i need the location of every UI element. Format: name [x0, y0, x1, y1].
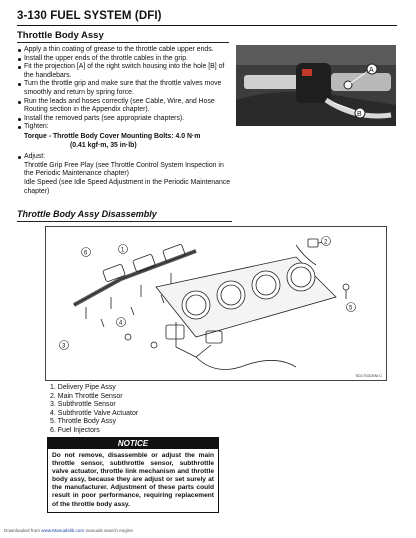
- legend-item: 6. Fuel Injectors: [50, 426, 100, 434]
- disassembly-title: Throttle Body Assy Disassembly: [17, 209, 157, 219]
- parts-legend: [50, 384, 210, 435]
- adjust-item: Throttle Grip Free Play (see Throttle Control System Inspection in the Periodic Maintenance chapter): [24, 161, 224, 178]
- callout-3: 3: [62, 343, 66, 350]
- callout-2: 2: [324, 239, 328, 246]
- legend-item: 3. Subthrottle Sensor: [50, 401, 116, 408]
- legend-item: 1. Delivery Pipe Assy: [50, 384, 116, 391]
- step-item: Apply a thin coating of grease to the throttle cable upper ends.: [18, 46, 232, 55]
- adjust-label: Adjust:: [18, 153, 232, 162]
- page-header: 3-130 FUEL SYSTEM (DFI): [17, 10, 162, 22]
- step-item: Turn the throttle grip and make sure that the throttle valves move smoothly and return by spring force.: [18, 80, 232, 97]
- footer-prefix: Downloaded from: [4, 528, 42, 533]
- torque-spec-units: (0.41 kgf·m, 35 in·lb): [70, 141, 137, 149]
- footer-suffix: manuals search engine: [84, 528, 133, 533]
- notice-body: Do not remove, disassemble or adjust the main throttle sensor, subthrottle sensor, subthrottle valve actuator, throttle link mechanism and throttle body assy, because they are adjust or set surely at the manufacturer. Adjustment of these parts could result in poor performance, requiring replacement of the throttle body assy.: [52, 452, 214, 508]
- callout-6: 6: [84, 250, 88, 257]
- footer: [4, 528, 133, 533]
- exploded-view-drawing: [46, 227, 386, 380]
- photo-label-a: A: [369, 67, 374, 74]
- step-item: Tighten:: [18, 123, 232, 132]
- disassembly-rule: [17, 221, 232, 222]
- torque-spec: Torque - Throttle Body Cover Mounting Bolts: 4.0 N·m: [24, 132, 201, 140]
- footer-link[interactable]: www.Manualslib.com: [41, 528, 85, 533]
- header-rule: [17, 25, 397, 26]
- throttle-body-exploded-diagram: [45, 226, 387, 381]
- legend-item: 5. Throttle Body Assy: [50, 418, 117, 425]
- step-item: Install the removed parts (see appropriate chapters).: [18, 115, 232, 124]
- handlebar-switch-photo: [236, 45, 396, 126]
- section-rule: [17, 42, 229, 43]
- notice-box: [47, 437, 219, 513]
- legend-item: 4. Subthrottle Valve Actuator: [50, 409, 139, 417]
- photo-label-b: B: [357, 111, 362, 118]
- legend-item: 2. Main Throttle Sensor: [50, 392, 123, 400]
- handlebar-photo-illustration: [236, 45, 396, 126]
- callout-1: 1: [121, 247, 125, 254]
- step-item: Fit the projection [A] of the right switch housing into the hole [B] of the handlebars.: [18, 63, 232, 80]
- adjust-item: Idle Speed (see Idle Speed Adjustment in the Periodic Maintenance chapter): [24, 178, 231, 195]
- procedure-steps: [18, 46, 232, 196]
- notice-heading: NOTICE: [48, 438, 218, 449]
- callout-5: 5: [349, 305, 353, 312]
- diagram-code: SD17031EM C: [355, 373, 382, 378]
- step-item: Install the upper ends of the throttle cables in the grip.: [18, 55, 232, 64]
- section-title: Throttle Body Assy: [17, 30, 104, 41]
- step-item: Run the leads and hoses correctly (see Cable, Wire, and Hose Routing section in the Appendix chapter).: [18, 98, 232, 115]
- callout-4: 4: [119, 320, 123, 327]
